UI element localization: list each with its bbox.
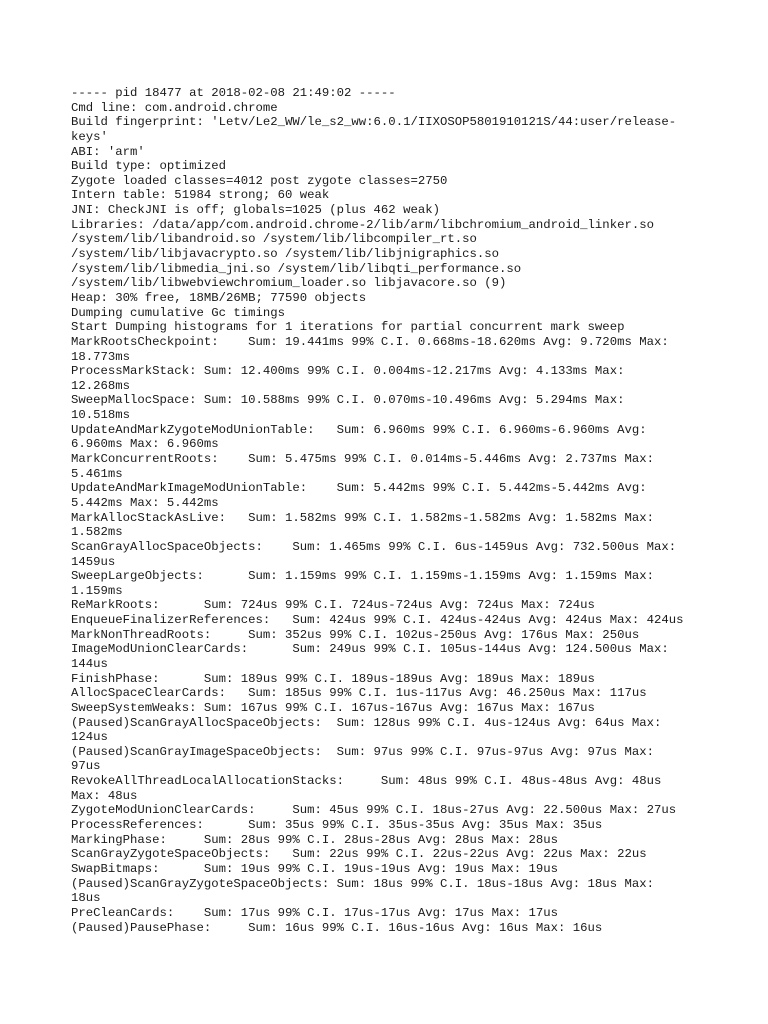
log-line: 6.960ms Max: 6.960ms <box>71 437 219 452</box>
log-text-block <box>71 86 701 935</box>
log-line: Max: 48us <box>71 788 138 803</box>
log-line: UpdateAndMarkZygoteModUnionTable: Sum: 6.960ms 99% C.I. 6.960ms-6.960ms Avg: <box>71 422 647 437</box>
log-line: 10.518ms <box>71 408 131 423</box>
log-line: 97us <box>71 759 101 774</box>
log-line: 5.442ms Max: 5.442ms <box>71 495 219 510</box>
log-line: SweepLargeObjects: Sum: 1.159ms 99% C.I. 1.159ms-1.159ms Avg: 1.159ms Max: <box>71 569 654 584</box>
log-line: (Paused)ScanGrayZygoteSpaceObjects: Sum: 18us 99% C.I. 18us-18us Avg: 18us Max: <box>71 876 654 891</box>
log-line: Cmd line: com.android.chrome <box>71 100 278 115</box>
log-line: /system/lib/libandroid.so /system/lib/libcompiler_rt.so <box>71 232 477 247</box>
log-line: UpdateAndMarkImageModUnionTable: Sum: 5.442ms 99% C.I. 5.442ms-5.442ms Avg: <box>71 481 647 496</box>
log-line: ScanGrayZygoteSpaceObjects: Sum: 22us 99% C.I. 22us-22us Avg: 22us Max: 22us <box>71 847 647 862</box>
log-line: 5.461ms <box>71 466 123 481</box>
log-line: /system/lib/libmedia_jni.so /system/lib/libqti_performance.so <box>71 261 522 276</box>
log-line: /system/lib/libjavacrypto.so /system/lib/libjnigraphics.so <box>71 247 500 262</box>
log-line: Intern table: 51984 strong; 60 weak <box>71 188 330 203</box>
log-line: Build fingerprint: 'Letv/Le2_WW/le_s2_ww:6.0.1/IIXOSOP5801910121S/44:user/release- <box>71 115 677 130</box>
log-line: /system/lib/libwebviewchromium_loader.so libjavacore.so (9) <box>71 276 507 291</box>
log-line: FinishPhase: Sum: 189us 99% C.I. 189us-189us Avg: 189us Max: 189us <box>71 671 595 686</box>
log-line: SwapBitmaps: Sum: 19us 99% C.I. 19us-19us Avg: 19us Max: 19us <box>71 861 559 876</box>
log-line: Zygote loaded classes=4012 post zygote classes=2750 <box>71 173 448 188</box>
log-line: ZygoteModUnionClearCards: Sum: 45us 99% C.I. 18us-27us Avg: 22.500us Max: 27us <box>71 803 677 818</box>
log-line: ReMarkRoots: Sum: 724us 99% C.I. 724us-724us Avg: 724us Max: 724us <box>71 598 595 613</box>
log-line: MarkConcurrentRoots: Sum: 5.475ms 99% C.I. 0.014ms-5.446ms Avg: 2.737ms Max: <box>71 452 654 467</box>
log-line: ProcessReferences: Sum: 35us 99% C.I. 35us-35us Avg: 35us Max: 35us <box>71 818 603 833</box>
log-line: Start Dumping histograms for 1 iterations for partial concurrent mark sweep <box>71 320 625 335</box>
log-line: 144us <box>71 656 108 671</box>
log-line: ImageModUnionClearCards: Sum: 249us 99% C.I. 105us-144us Avg: 124.500us Max: <box>71 642 669 657</box>
log-line: EnqueueFinalizerReferences: Sum: 424us 99% C.I. 424us-424us Avg: 424us Max: 424us <box>71 613 684 628</box>
log-line: MarkingPhase: Sum: 28us 99% C.I. 28us-28us Avg: 28us Max: 28us <box>71 832 559 847</box>
log-line: ABI: 'arm' <box>71 144 145 159</box>
log-line: Heap: 30% free, 18MB/26MB; 77590 objects <box>71 290 367 305</box>
log-line: JNI: CheckJNI is off; globals=1025 (plus 462 weak) <box>71 203 440 218</box>
log-line: (Paused)PausePhase: Sum: 16us 99% C.I. 16us-16us Avg: 16us Max: 16us <box>71 920 603 935</box>
log-line: ----- pid 18477 at 2018-02-08 21:49:02 ----- <box>71 86 396 100</box>
log-line: 124us <box>71 730 108 745</box>
log-line: RevokeAllThreadLocalAllocationStacks: Sum: 48us 99% C.I. 48us-48us Avg: 48us <box>71 774 662 789</box>
log-line: MarkRootsCheckpoint: Sum: 19.441ms 99% C.I. 0.668ms-18.620ms Avg: 9.720ms Max: <box>71 334 669 349</box>
log-line: SweepMallocSpace: Sum: 10.588ms 99% C.I. 0.070ms-10.496ms Avg: 5.294ms Max: <box>71 393 625 408</box>
log-line: Dumping cumulative Gc timings <box>71 305 286 320</box>
log-line: AllocSpaceClearCards: Sum: 185us 99% C.I. 1us-117us Avg: 46.250us Max: 117us <box>71 686 647 701</box>
log-line: ProcessMarkStack: Sum: 12.400ms 99% C.I. 0.004ms-12.217ms Avg: 4.133ms Max: <box>71 364 625 379</box>
log-line: (Paused)ScanGrayAllocSpaceObjects: Sum: 128us 99% C.I. 4us-124us Avg: 64us Max: <box>71 715 662 730</box>
log-line: MarkNonThreadRoots: Sum: 352us 99% C.I. 102us-250us Avg: 176us Max: 250us <box>71 627 640 642</box>
log-line: PreCleanCards: Sum: 17us 99% C.I. 17us-17us Avg: 17us Max: 17us <box>71 905 559 920</box>
log-line: 1.582ms <box>71 525 123 540</box>
log-line: ScanGrayAllocSpaceObjects: Sum: 1.465ms 99% C.I. 6us-1459us Avg: 732.500us Max: <box>71 539 677 554</box>
log-line: 12.268ms <box>71 378 131 393</box>
log-line: 1459us <box>71 554 116 569</box>
log-line: Build type: optimized <box>71 159 226 174</box>
log-line: 18us <box>71 891 101 906</box>
log-line: SweepSystemWeaks: Sum: 167us 99% C.I. 167us-167us Avg: 167us Max: 167us <box>71 700 595 715</box>
log-line: 1.159ms <box>71 583 123 598</box>
log-line: Libraries: /data/app/com.android.chrome-2/lib/arm/libchromium_android_linker.so <box>71 217 654 232</box>
log-line: keys' <box>71 129 108 144</box>
log-line: 18.773ms <box>71 349 131 364</box>
log-line: MarkAllocStackAsLive: Sum: 1.582ms 99% C.I. 1.582ms-1.582ms Avg: 1.582ms Max: <box>71 510 654 525</box>
log-line: (Paused)ScanGrayImageSpaceObjects: Sum: 97us 99% C.I. 97us-97us Avg: 97us Max: <box>71 744 654 759</box>
